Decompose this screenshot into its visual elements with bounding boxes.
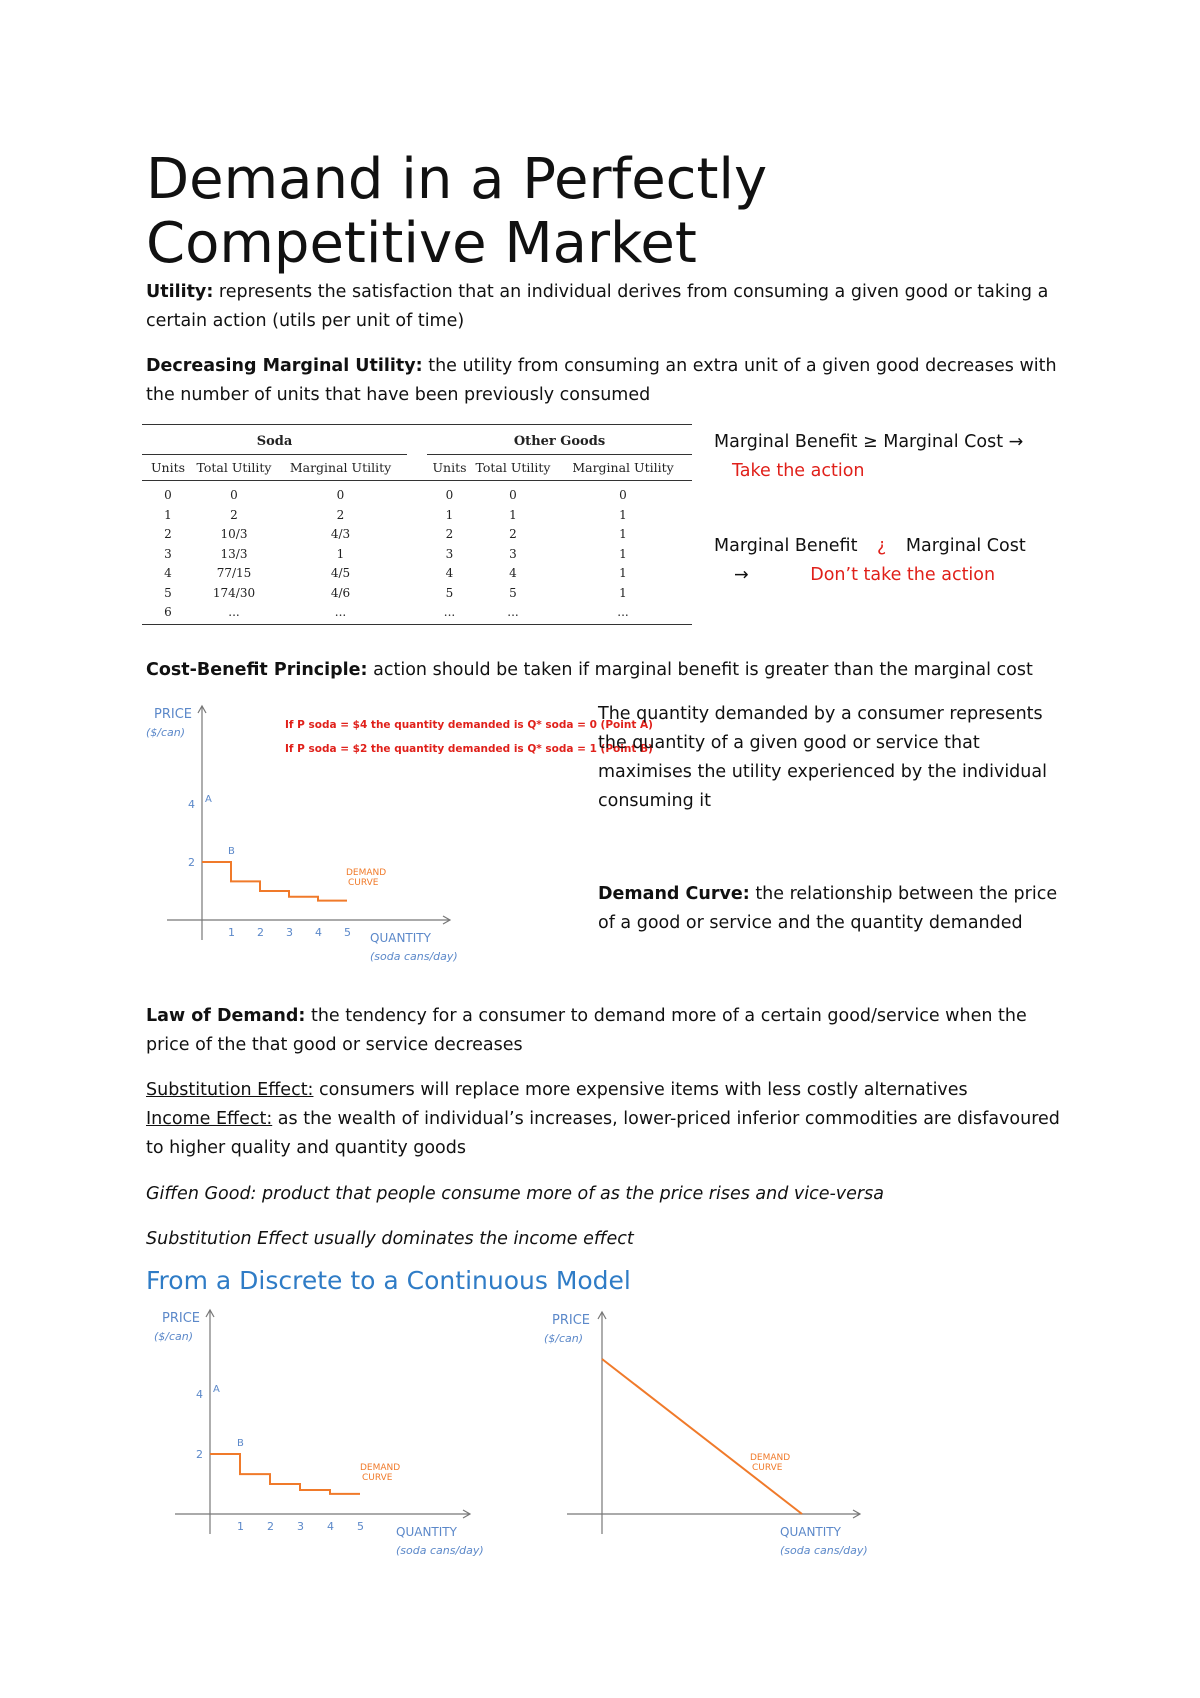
y-tick-label: 2	[188, 856, 195, 869]
table-cell: 10/3	[220, 527, 248, 541]
dmu-term: Decreasing Marginal Utility:	[146, 356, 423, 376]
y-axis-label: PRICE	[162, 1311, 200, 1326]
table-cell: ...	[507, 605, 519, 619]
rule2-left: Marginal Benefit	[714, 536, 858, 556]
curve-label: CURVE	[362, 1473, 393, 1483]
table-cell: 2	[230, 507, 238, 522]
quantity-demanded-text: The quantity demanded by a consumer represents the quantity of a given good or service that maximises the utility experienced by the individual consuming it	[598, 704, 1047, 811]
table-cell: 1	[164, 507, 172, 522]
utility-definition	[146, 278, 1066, 336]
y-axis-label: PRICE	[154, 707, 192, 722]
giffen-good-text: Giffen Good: product that people consume more of as the price rises and vice-versa	[146, 1184, 884, 1204]
point-label-a: A	[205, 794, 212, 805]
page-title: Demand in a Perfectly Competitive Market	[146, 147, 768, 276]
table-cell: 0	[445, 488, 454, 502]
table-cell: 4/6	[330, 585, 351, 600]
table-header-cell: Marginal Utility	[572, 460, 674, 475]
point-label-b: B	[237, 1438, 244, 1449]
rule2-symbol: ¿	[877, 536, 887, 556]
table-header-cell: Total Utility	[475, 460, 551, 475]
rule1-text: Marginal Benefit ≥ Marginal Cost	[714, 432, 1004, 452]
demand-curve-term: Demand Curve:	[598, 884, 750, 904]
table-cell: 1	[509, 507, 517, 522]
table-header-cell: Units	[432, 460, 467, 475]
table-cell: 4/3	[330, 527, 351, 541]
cost-benefit-text: action should be taken if marginal benefit is greater than the marginal cost	[373, 660, 1033, 680]
demand-curve-text: the relationship between the price of a good or service and the quantity demanded	[598, 884, 1058, 933]
table-cell: ...	[617, 605, 629, 619]
x-tick-label: 5	[357, 1520, 364, 1533]
y-axis-unit: ($/can)	[544, 1332, 584, 1345]
demand-curve-definition	[598, 880, 1068, 938]
table-cell: 3	[164, 546, 172, 561]
rule2-action: Don’t take the action	[810, 565, 996, 585]
y-axis-label: PRICE	[552, 1313, 590, 1328]
table-group-rule	[142, 454, 407, 455]
demand-chart-svg	[150, 1302, 484, 1562]
table-cell: 4/5	[330, 566, 351, 580]
table-cell: 5	[164, 585, 172, 600]
dmu-definition	[146, 352, 1066, 410]
rule1-action: Take the action	[732, 461, 865, 481]
x-axis-unit: (soda cans/day)	[780, 1544, 868, 1557]
curve-label: DEMAND	[360, 1463, 401, 1473]
utility-text: represents the satisfaction that an individual derives from consuming a given good or taking a certain action (utils per unit of time)	[146, 282, 1049, 331]
table-cell: 2	[509, 527, 517, 541]
income-text: as the wealth of individual’s increases, lower-priced inferior commodities are disfavoured to higher quality and quantity goods	[146, 1109, 1060, 1158]
rule2-right: Marginal Cost	[905, 536, 1026, 556]
x-axis-label: QUANTITY	[780, 1525, 841, 1539]
dmu-text: the utility from consuming an extra unit of a given good decreases with the number of units that have been previously consumed	[146, 356, 1057, 405]
demand-chart-annotated	[146, 700, 653, 970]
rule-dont-take-action	[714, 532, 1094, 590]
curve-label: DEMAND	[346, 868, 387, 878]
point-label-a: A	[213, 1384, 220, 1395]
table-cell: 4	[445, 566, 454, 580]
table-cell: 2	[445, 527, 454, 541]
chart-annotation: If P soda = $2 the quantity demanded is Q* soda = 1 (Point B)	[285, 743, 653, 755]
arrow-icon: →	[1008, 432, 1024, 452]
arrow-icon: →	[734, 565, 749, 585]
x-axis-unit: (soda cans/day)	[396, 1544, 484, 1557]
y-tick-label: 2	[196, 1448, 203, 1461]
x-tick-label: 1	[237, 1520, 244, 1533]
x-tick-label: 1	[228, 926, 235, 939]
rule-take-action	[714, 428, 1094, 486]
y-tick-label: 4	[188, 798, 195, 811]
law-of-demand-definition	[146, 1002, 1066, 1060]
demand-chart-svg	[530, 1302, 870, 1562]
point-label-b: B	[228, 846, 235, 857]
x-tick-label: 4	[315, 926, 322, 939]
table-cell: 77/15	[216, 566, 252, 580]
x-tick-label: 4	[327, 1520, 334, 1533]
table-cell: 0	[230, 488, 238, 502]
law-of-demand-text: the tendency for a consumer to demand more of a certain good/service when the price of the that good or service decreases	[146, 1006, 1027, 1055]
table-cell: 0	[509, 488, 517, 502]
table-header-cell: Total Utility	[196, 460, 272, 475]
table-cell: ...	[443, 605, 456, 619]
y-axis-unit: ($/can)	[154, 1330, 194, 1343]
income-term: Income Effect:	[146, 1109, 273, 1129]
chart-annotation: If P soda = $4 the quantity demanded is Q* soda = 0 (Point A)	[285, 719, 653, 731]
table-cell: 1	[619, 527, 627, 541]
table-cell: 5	[509, 585, 517, 600]
table-cell: 1	[619, 566, 627, 580]
x-axis-label: QUANTITY	[370, 931, 431, 945]
table-header-cell: Units	[150, 460, 186, 475]
curve-label: DEMAND	[750, 1453, 791, 1463]
x-axis-label: QUANTITY	[396, 1525, 457, 1539]
table-cell: ...	[334, 605, 347, 619]
income-definition	[146, 1105, 1066, 1163]
y-axis-unit: ($/can)	[146, 726, 186, 739]
table-cell: 1	[619, 507, 627, 522]
table-group-other: Other Goods	[513, 434, 606, 449]
substitution-term: Substitution Effect:	[146, 1080, 314, 1100]
demand-curve-line	[602, 1359, 802, 1514]
table-rule-header	[142, 480, 692, 481]
table-cell: 2	[164, 527, 172, 541]
table-group-soda: Soda	[256, 434, 293, 449]
table-cell: 1	[619, 546, 627, 561]
law-of-demand-term: Law of Demand:	[146, 1006, 306, 1026]
table-group-rule	[427, 454, 692, 455]
x-tick-label: 3	[286, 926, 293, 939]
table-cell: 2	[336, 507, 345, 522]
substitution-definition	[146, 1076, 1066, 1105]
table-cell: 0	[336, 488, 345, 502]
table-cell: 13/3	[220, 546, 248, 561]
curve-label: CURVE	[348, 878, 379, 888]
table-cell: 1	[445, 507, 454, 522]
demand-chart-discrete	[150, 1302, 484, 1562]
substitution-text: consumers will replace more expensive items with less costly alternatives	[319, 1080, 968, 1100]
table-cell: 0	[619, 488, 627, 502]
x-tick-label: 2	[257, 926, 264, 939]
y-tick-label: 4	[196, 1388, 203, 1401]
x-axis-unit: (soda cans/day)	[370, 950, 458, 963]
table-rule-bottom	[142, 624, 692, 625]
demand-curve-line	[202, 862, 347, 901]
curve-label: CURVE	[752, 1463, 783, 1473]
table-header-cell: Marginal Utility	[289, 460, 392, 475]
table-cell: 3	[445, 546, 454, 561]
demand-chart-continuous	[530, 1302, 870, 1562]
table-cell: 1	[336, 546, 345, 561]
table-cell: 5	[445, 585, 454, 600]
x-tick-label: 5	[344, 926, 351, 939]
table-cell: 1	[619, 585, 627, 600]
table-cell: 6	[164, 605, 172, 619]
cost-benefit-definition	[146, 656, 1066, 685]
table-cell: 174/30	[212, 585, 256, 600]
x-tick-label: 3	[297, 1520, 304, 1533]
table-cell: 4	[509, 566, 517, 580]
section-heading-continuous: From a Discrete to a Continuous Model	[146, 1266, 631, 1295]
utility-term: Utility:	[146, 282, 214, 302]
table-cell: 0	[164, 488, 172, 502]
table-rule-top	[142, 424, 692, 425]
demand-chart-svg	[146, 700, 653, 970]
table-cell: 4	[164, 566, 172, 580]
table-cell: 3	[509, 546, 517, 561]
table-cell: ...	[228, 605, 240, 619]
demand-curve-line	[210, 1454, 360, 1494]
x-tick-label: 2	[267, 1520, 274, 1533]
cost-benefit-term: Cost-Benefit Principle:	[146, 660, 368, 680]
dominates-text: Substitution Effect usually dominates the income effect	[146, 1229, 634, 1249]
